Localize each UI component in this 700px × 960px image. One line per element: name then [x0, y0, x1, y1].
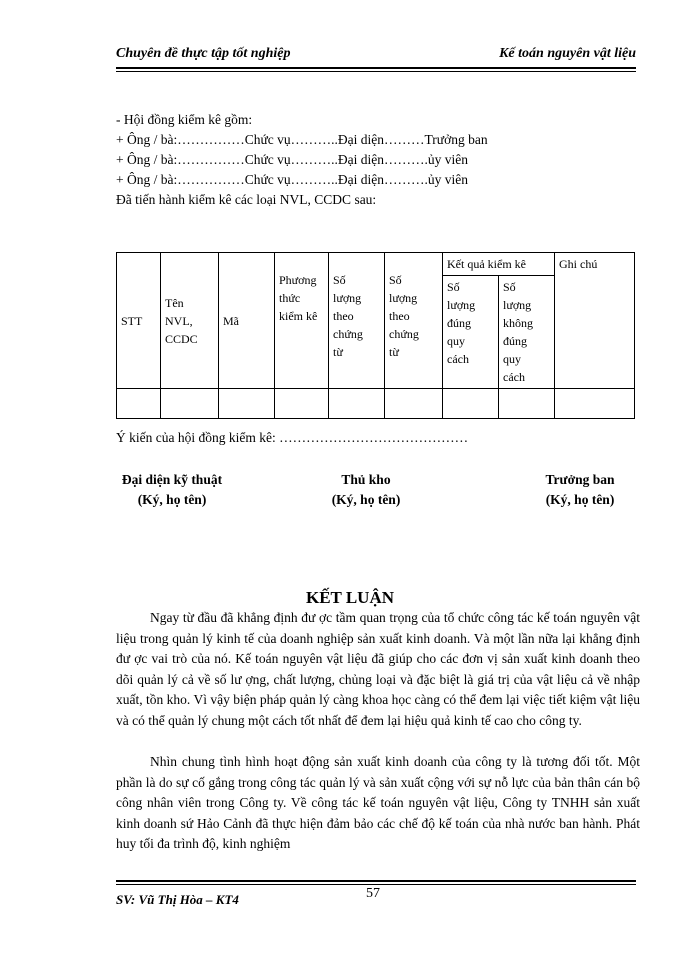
- table-cell: [275, 389, 329, 419]
- page-number: 57: [366, 886, 380, 901]
- inventory-scope: Đã tiến hành kiểm kê các loại NVL, CCDC sau:: [116, 192, 377, 207]
- council-opinion: Ý kiến của hội đồng kiểm kê: ……………………………………: [116, 430, 469, 445]
- table-cell: [443, 389, 499, 419]
- col-so-luong-chung-tu-1: Số lượng theo chứng từ: [329, 253, 385, 389]
- conclusion-title: KẾT LUẬN: [305, 588, 394, 607]
- col-ghi-chu: Ghi chú: [555, 253, 635, 389]
- col-stt: STT: [117, 253, 161, 389]
- col-phuong-thuc: Phương thức kiểm kê: [275, 253, 329, 389]
- header-left-title: Chuyên đề thực tập tốt nghiệp: [116, 46, 291, 61]
- table-cell: [329, 389, 385, 419]
- signature-head: [520, 470, 640, 510]
- signature-note: (Ký, họ tên): [137, 492, 207, 507]
- signature-role: Trưởng ban: [545, 472, 615, 487]
- conclusion-paragraph-1: Ngay từ đầu đã khẳng định đư ợc tầm quan trọng của tổ chức công tác kế toán nguyên vật liệu trong quản lý kinh tế của doanh nghiệp sản xuất kinh doanh. Và một lần nữa lại khẳng định đư ợc vai trò của nó. Kế toán nguyên vật liệu đã giúp cho các đơn vị sản xuất kinh doanh theo dõi quản lý cả về số lư ợng, chất lượng, chủng loại và đặc biệt là giá trị của vật liệu cả về nhập xuất, tồn kho. Vì vậy biện pháp quản lý càng khoa học càng có thể đem lại việc tiết kiệm vật liệu và có thể quản lý chung một cách tốt nhất để đem lại hiệu quả kinh tế cao cho công ty.: [116, 610, 640, 728]
- col-dung-quy-cach: Số lượng đúng quy cách: [443, 276, 499, 389]
- col-ma: Mã: [219, 253, 275, 389]
- table-cell: [385, 389, 443, 419]
- col-ket-qua-kiem-ke: Kết quả kiểm kê: [443, 253, 555, 276]
- council-intro: - Hội đồng kiểm kê gồm:: [116, 112, 253, 127]
- council-member-3: + Ông / bà:……………Chức vụ………..Đại diện……….ủy viên: [116, 172, 469, 187]
- header-rule-thick: [116, 67, 636, 69]
- col-so-luong-chung-tu-2: Số lượng theo chứng từ: [385, 253, 443, 389]
- header-right-title: Kế toán nguyên vật liệu: [499, 46, 636, 61]
- header-rule-thin: [116, 71, 636, 72]
- table-row-empty: [117, 389, 635, 419]
- footer-student: SV: Vũ Thị Hòa – KT4: [116, 892, 239, 907]
- footer-rule-thick: [116, 880, 636, 882]
- table-cell: [117, 389, 161, 419]
- council-member-1: + Ông / bà:……………Chức vụ………..Đại diện………Trưởng ban: [116, 132, 488, 147]
- signature-role: Thủ kho: [341, 472, 391, 487]
- col-ten-nvl: Tên NVL, CCDC: [161, 253, 219, 389]
- signature-note: (Ký, họ tên): [545, 492, 615, 507]
- conclusion-paragraph-2: Nhìn chung tình hình hoạt động sản xuất kinh doanh của công ty là tương đối tốt. Một phần là do sự cố gắng trong công tác quản lý và sản xuất cộng với sự nỗ lực của bản thân cán bộ công nhân viên trong Công ty. Về công tác kế toán nguyên vật liệu, Công ty TNHH sản xuất kinh doanh sứ Hảo Cảnh đã thực hiện đảm bảo các chế độ kế toán của nhà nước ban hành. Phát huy tối đa trình độ, kinh nghiệm: [116, 754, 640, 851]
- council-member-2: + Ông / bà:……………Chức vụ………..Đại diện……….ủy viên: [116, 152, 469, 167]
- table-cell: [161, 389, 219, 419]
- table-cell: [219, 389, 275, 419]
- signature-technical: [112, 470, 232, 510]
- signature-role: Đại diện kỹ thuật: [121, 472, 223, 487]
- table-cell: [499, 389, 555, 419]
- table-cell: [555, 389, 635, 419]
- footer-rule-thin: [116, 884, 636, 885]
- signature-warehouse-keeper: [306, 470, 426, 510]
- col-khong-dung-quy-cach: Số lượng không đúng quy cách: [499, 276, 555, 389]
- signature-note: (Ký, họ tên): [331, 492, 401, 507]
- inventory-table: [116, 252, 635, 419]
